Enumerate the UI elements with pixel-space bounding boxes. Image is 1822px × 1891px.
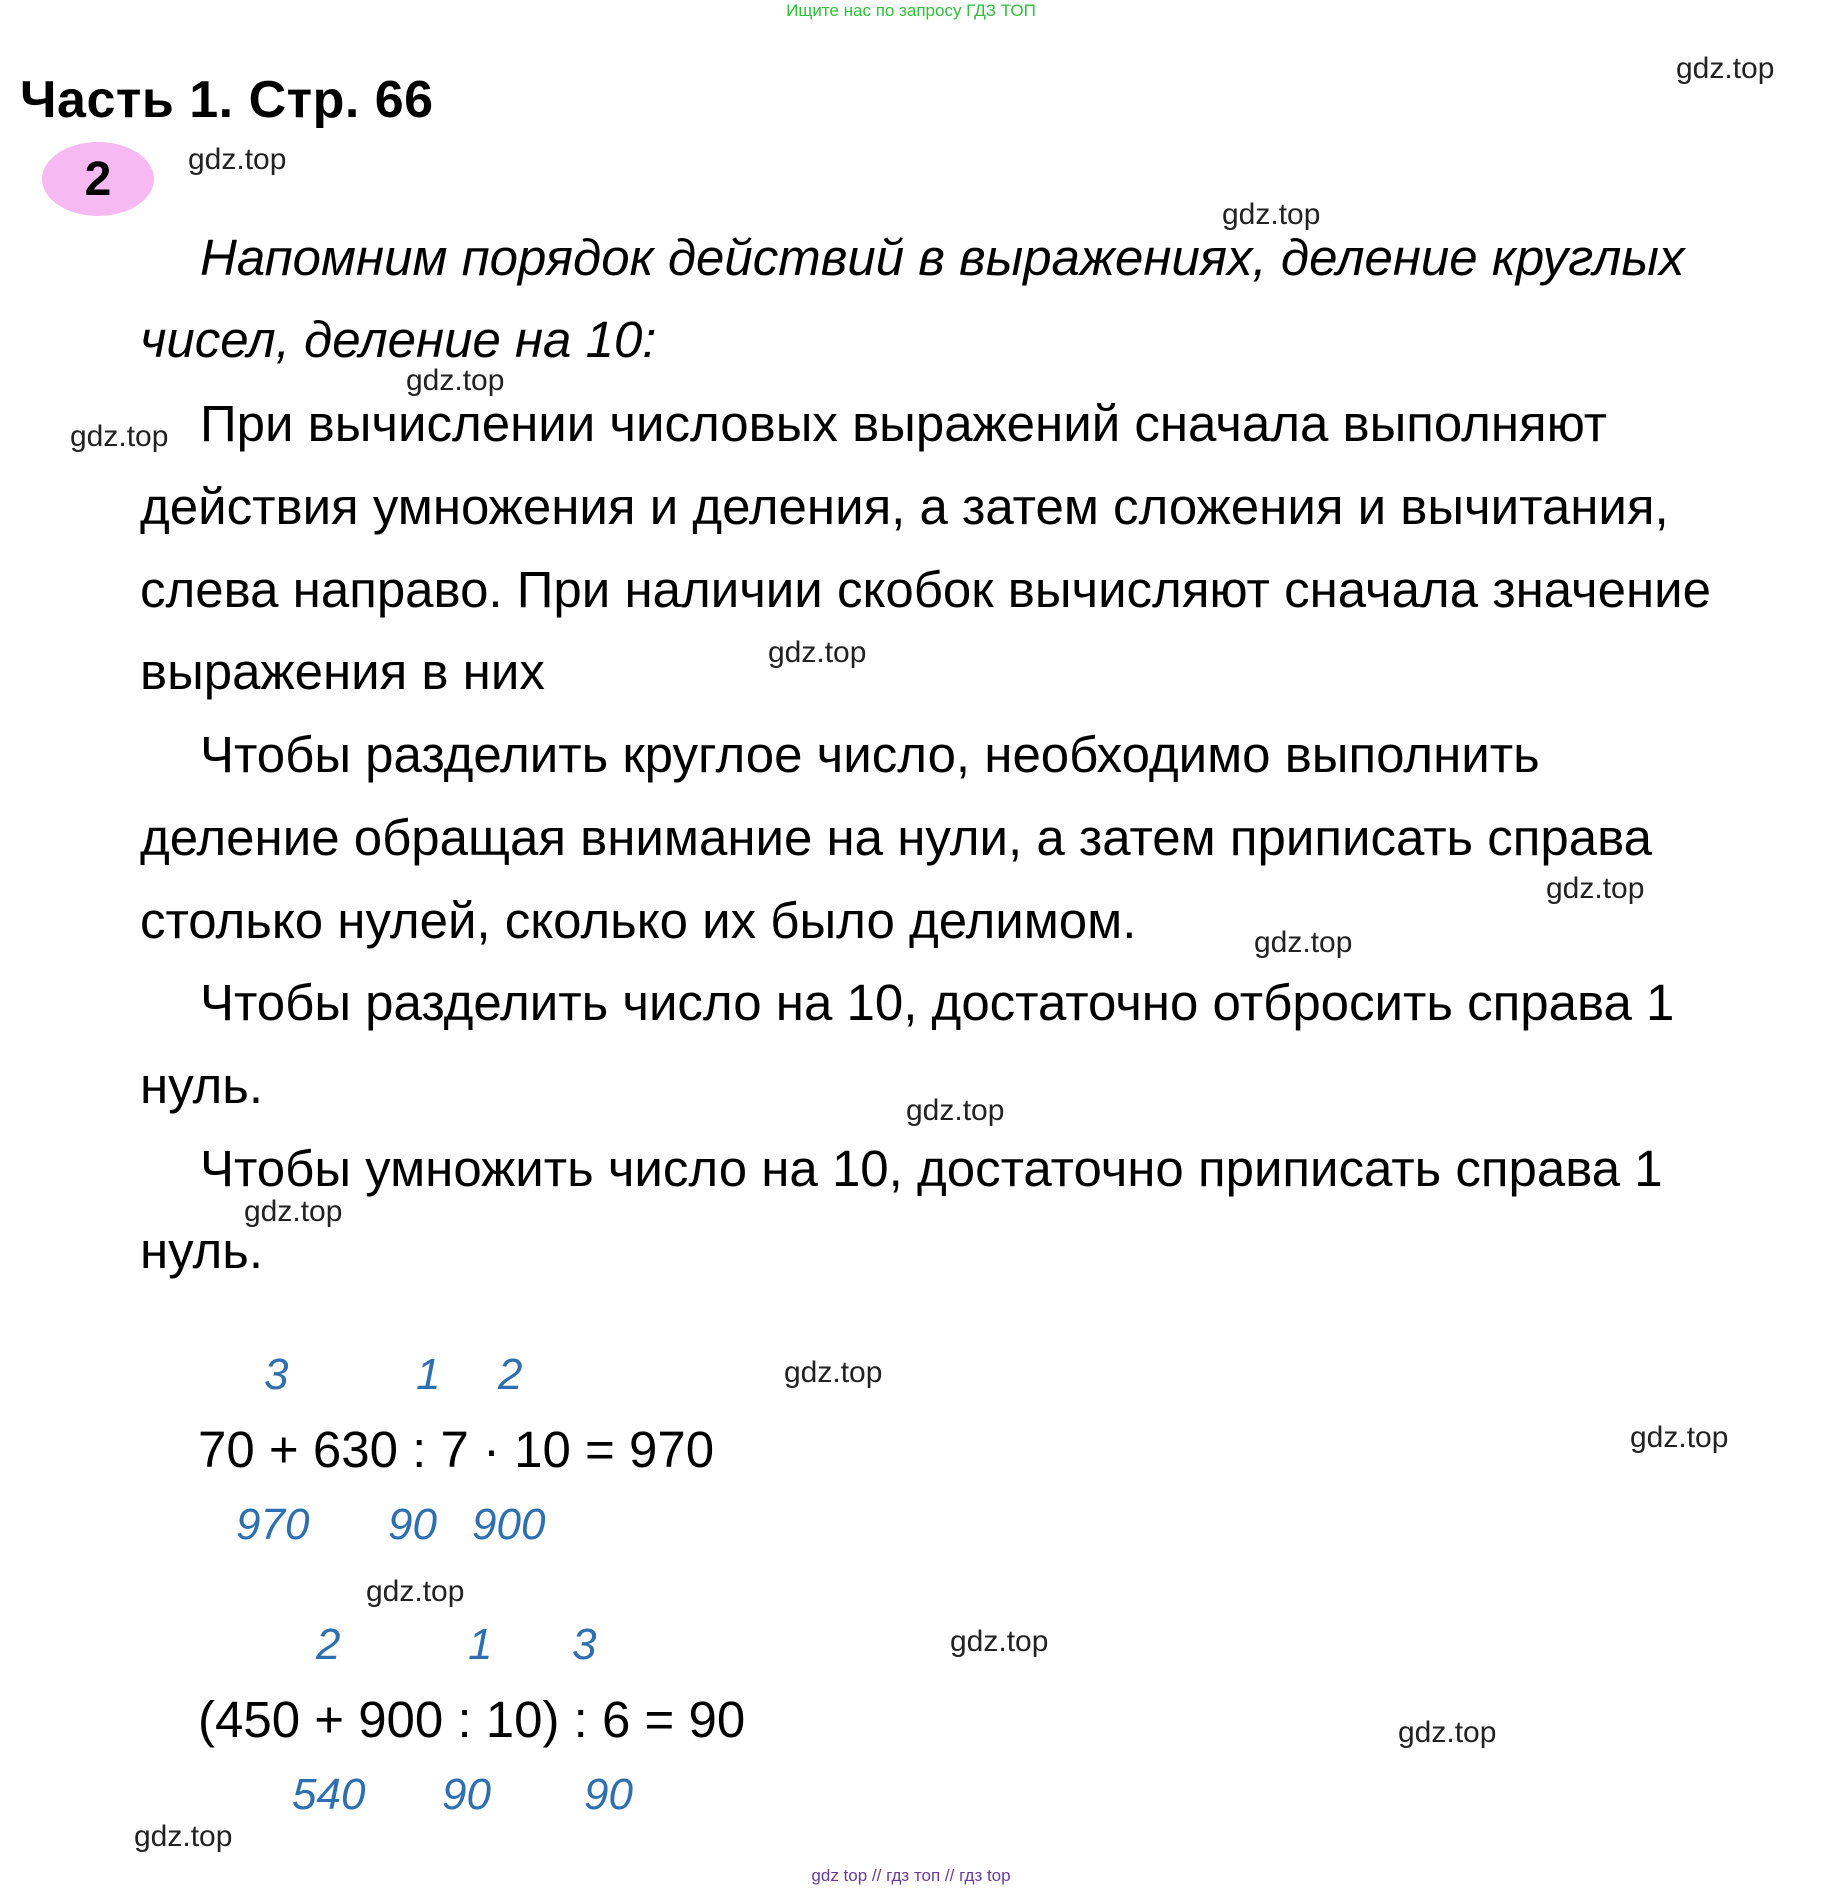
intro-line: чисел, деление на 10: [140,311,657,368]
rule-line: столько нулей, сколько их было делимом. [140,892,1137,949]
action-order-number: 3 [572,1620,597,1669]
watermark: gdz.top [134,1820,233,1853]
watermark: gdz.top [366,1575,465,1608]
action-order-number: 1 [416,1350,441,1399]
rule-line: действия умножения и деления, а затем сложения и вычитания, [140,478,1669,535]
watermark: gdz.top [1222,198,1321,231]
rule-line: деление обращая внимание на нули, а затем приписать справа [140,809,1653,866]
watermark: gdz.top [768,636,867,669]
rule-line: нуль. [140,1057,264,1114]
expression: (450 + 900 : 10) : 6 = 90 [198,1691,746,1748]
action-order-number: 2 [316,1620,341,1669]
action-order-number: 2 [498,1350,523,1399]
expression: 70 + 630 : 7 · 10 = 970 [198,1421,715,1478]
rule-line: Чтобы умножить число на 10, достаточно приписать справа 1 [200,1140,1663,1197]
watermark: gdz.top [1254,926,1353,959]
task-number-badge [42,142,154,216]
rule-line: Чтобы разделить число на 10, достаточно отбросить справа 1 [200,974,1675,1031]
watermark: gdz.top [1546,872,1645,905]
watermark: gdz.top [244,1195,343,1228]
rule-line: слева направо. При наличии скобок вычисляют сначала значение [140,561,1711,618]
intermediate-result: 90 [584,1770,633,1819]
intermediate-result: 970 [236,1500,310,1549]
page-title: Часть 1. Стр. 66 [20,71,434,129]
watermark: gdz.top [1676,52,1775,85]
rule-line: выражения в них [140,643,545,700]
watermark: gdz.top [188,143,287,176]
watermark: gdz.top [70,420,169,453]
task-number: 2 [84,152,112,206]
top-banner: Ищите нас по запросу ГДЗ ТОП [786,1,1036,20]
watermark: gdz.top [906,1094,1005,1127]
watermark: gdz.top [406,364,505,397]
intermediate-result: 90 [388,1500,437,1549]
rule-line: нуль. [140,1222,264,1279]
intermediate-result: 540 [292,1770,366,1819]
action-order-number: 3 [264,1350,289,1399]
footer-text: gdz top // гдз топ // гдз top [811,1866,1011,1885]
intermediate-result: 900 [472,1500,546,1549]
watermark: gdz.top [1398,1716,1497,1749]
intro-line: Напомним порядок действий в выражениях, деление круглых [200,229,1685,286]
watermark: gdz.top [950,1625,1049,1658]
watermark: gdz.top [784,1356,883,1389]
rule-line: При вычислении числовых выражений сначала выполняют [200,395,1608,452]
rule-line: Чтобы разделить круглое число, необходимо выполнить [200,726,1540,783]
watermark: gdz.top [1630,1421,1729,1454]
intermediate-result: 90 [442,1770,491,1819]
action-order-number: 1 [468,1620,493,1669]
